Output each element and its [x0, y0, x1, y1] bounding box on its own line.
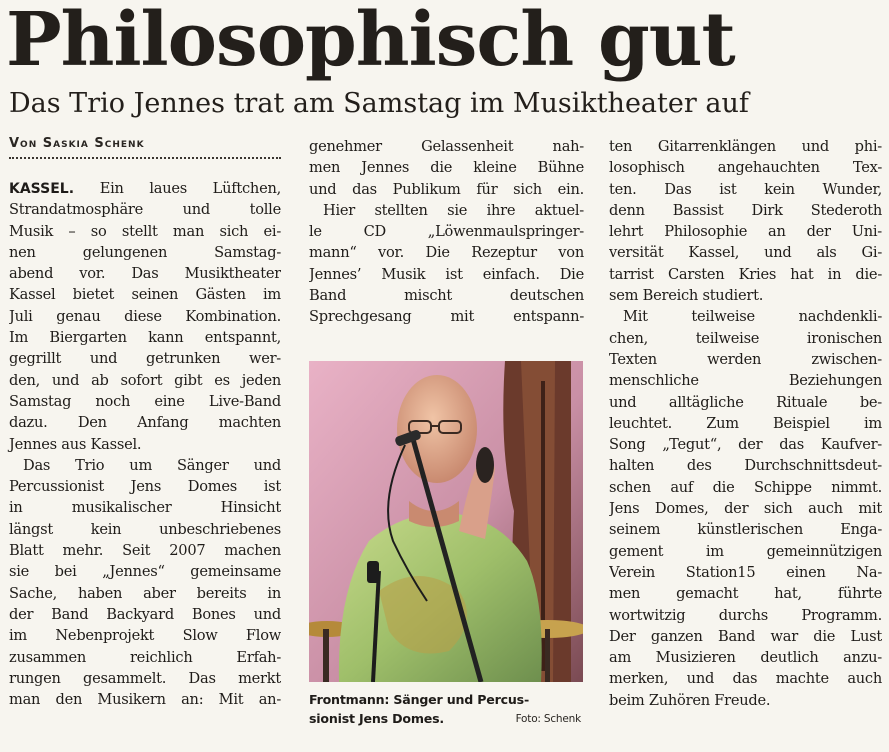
line-text: Ein laues Lüftchen,: [74, 180, 281, 197]
paragraph-line: am Musizieren deutlich anzu-: [609, 649, 882, 667]
paragraph-line: längst kein unbeschriebenes: [9, 520, 281, 538]
photo-credit: Foto: Schenk: [515, 713, 581, 725]
paragraph-line: versität Kassel, und als Gi-: [609, 244, 882, 262]
article-column-2: [309, 136, 584, 328]
paragraph-line: Blatt mehr. Seit 2007 machen: [9, 542, 281, 560]
paragraph-line: und das Publikum für sich ein.: [309, 180, 584, 198]
paragraph-line: sie bei „Jennes“ gemeinsame: [9, 563, 281, 581]
paragraph-line: Percussionist Jens Domes ist: [9, 478, 281, 496]
paragraph-line: Hier stellten sie ihre aktuel-: [323, 201, 584, 219]
paragraph-line: [9, 178, 281, 199]
paragraph-line: Samstag noch eine Live-Band: [9, 392, 281, 410]
paragraph-line: Band mischt deutschen: [309, 287, 584, 305]
paragraph-line: Der ganzen Band war die Lust: [609, 627, 882, 645]
concert-photo: [309, 361, 583, 682]
paragraph-line: Sache, haben aber bereits in: [9, 584, 281, 602]
paragraph-line: Strandatmosphäre und tolle: [9, 201, 281, 219]
paragraph-line: chen, teilweise ironischen: [609, 329, 882, 347]
paragraph-line: gegrillt und getrunken wer-: [9, 350, 281, 368]
paragraph-line: Song „Tegut“, der das Kaufver-: [609, 436, 882, 454]
subheadline: Das Trio Jennes trat am Samstag im Musiktheater auf: [9, 88, 749, 119]
paragraph-line: abend vor. Das Musiktheater: [9, 265, 281, 283]
paragraph-line: Mit teilweise nachdenkli-: [623, 308, 882, 326]
paragraph-line: Musik – so stellt man sich ei-: [9, 222, 281, 240]
paragraph-line: Im Biergarten kann entspannt,: [9, 329, 281, 347]
paragraph-line: gement im gemeinnützigen: [609, 542, 882, 560]
paragraph-line: man den Musikern an: Mit an-: [9, 691, 281, 709]
headline: Philosophisch gut: [6, 0, 735, 83]
paragraph-line: denn Bassist Dirk Stederoth: [609, 201, 882, 219]
paragraph-line: seinem künstlerischen Enga-: [609, 521, 882, 539]
paragraph-line: Jennes’ Musik ist einfach. Die: [309, 265, 584, 283]
paragraph-line: men Jennes die kleine Bühne: [309, 159, 584, 177]
paragraph-line: tarrist Carsten Kries hat in die-: [609, 265, 882, 283]
paragraph-line: Texten werden zwischen-: [609, 350, 882, 368]
article-column-3: [609, 136, 882, 711]
byline: Von Saskia Schenk: [9, 136, 145, 151]
paragraph-line: zusammen reichlich Erfah-: [9, 648, 281, 666]
paragraph-line: ten. Das ist kein Wunder,: [609, 180, 882, 198]
paragraph-line: ten Gitarrenklängen und phi-: [609, 138, 882, 155]
paragraph-line: menschliche Beziehungen: [609, 372, 882, 390]
paragraph-line: Kassel bietet seinen Gästen im: [9, 286, 281, 304]
paragraph-line: in musikalischer Hinsicht: [9, 499, 281, 517]
paragraph-line: und alltägliche Rituale be-: [609, 393, 882, 411]
paragraph-line: mann“ vor. Die Rezeptur von: [309, 244, 584, 262]
paragraph-line: wortwitzig durchs Programm.: [609, 606, 882, 624]
paragraph-line: le CD „Löwenmaulspringer-: [309, 223, 584, 241]
paragraph-line: dazu. Den Anfang machten: [9, 414, 281, 432]
paragraph-line: Verein Station15 einen Na-: [609, 563, 882, 581]
paragraph-line: lehrt Philosophie an der Uni-: [609, 223, 882, 241]
paragraph-line: leuchtet. Zum Beispiel im: [609, 414, 882, 432]
byline-divider: [9, 157, 281, 159]
paragraph-line: rungen gesammelt. Das merkt: [9, 669, 281, 687]
paragraph-line: genehmer Gelassenheit nah-: [309, 138, 584, 155]
paragraph-line: der Band Backyard Bones und: [9, 605, 281, 623]
caption-line: sionist Jens Domes.: [309, 711, 444, 726]
dateline: KASSEL.: [9, 181, 75, 197]
paragraph-line: halten des Durchschnittsdeut-: [609, 457, 882, 475]
paragraph-line: losophisch angehauchten Tex-: [609, 159, 882, 177]
paragraph-line: sem Bereich studiert.: [609, 287, 764, 305]
article-column-1: [9, 178, 281, 710]
paragraph-line: Juli genau diese Kombination.: [9, 307, 281, 325]
caption-line: Frontmann: Sänger und Percus-: [309, 692, 529, 707]
paragraph-line: Das Trio um Sänger und: [23, 456, 281, 474]
paragraph-line: Jennes aus Kassel.: [9, 435, 142, 453]
paragraph-line: im Nebenprojekt Slow Flow: [9, 627, 281, 645]
paragraph-line: schen auf die Schippe nimmt.: [609, 478, 882, 496]
paragraph-line: nen gelungenen Samstag-: [9, 243, 281, 261]
paragraph-line: merken, und das machte auch: [609, 670, 882, 688]
paragraph-line: beim Zuhören Freude.: [609, 691, 771, 709]
paragraph-line: men gemacht hat, führte: [609, 585, 882, 603]
paragraph-line: Jens Domes, der sich auch mit: [609, 500, 882, 518]
paragraph-line: Sprechgesang mit entspann-: [309, 308, 584, 326]
paragraph-line: den, und ab sofort gibt es jeden: [9, 371, 281, 389]
photo-caption: [309, 690, 585, 728]
